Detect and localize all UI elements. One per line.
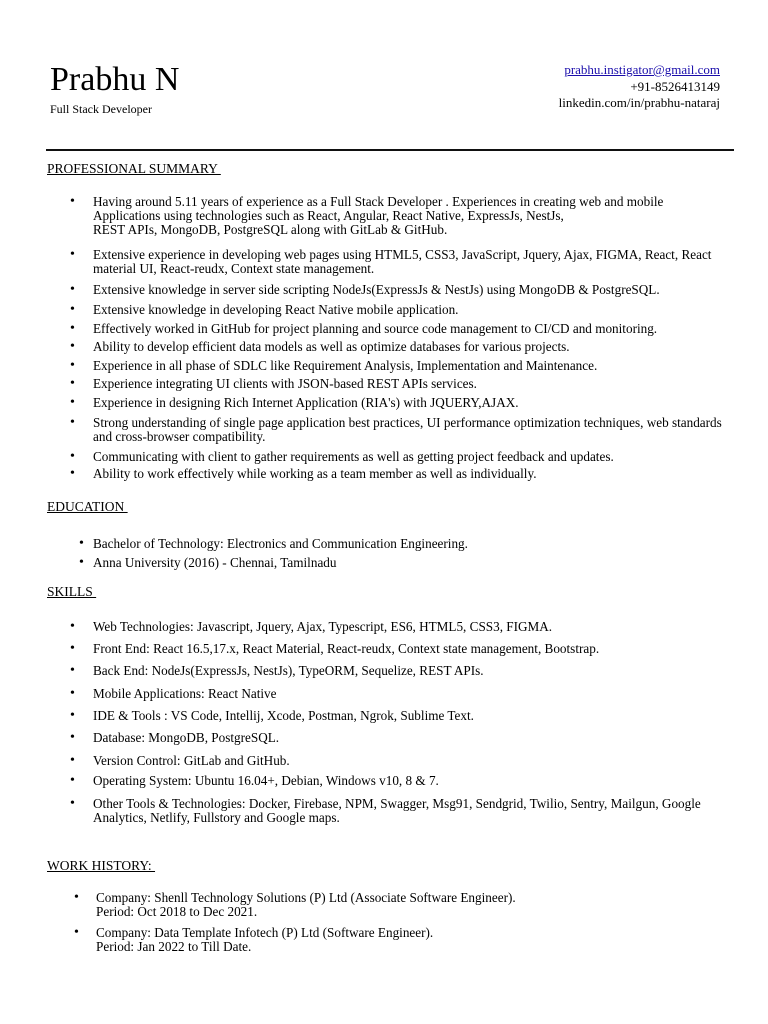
summary-item: • Effectively worked in GitHub for project planning and source code management to CI/CD and monitoring. — [93, 322, 733, 336]
summary-item: • Extensive knowledge in developing React Native mobile application. — [93, 303, 733, 317]
summary-item: • Having around 5.11 years of experience as a Full Stack Developer . Experiences in creating web and mobile Applications using technologies such as React, Angular, React Native, ExpressJs, NestJs, REST APIs, MongoDB, PostgreSQL along with GitLab & GitHub. — [93, 195, 733, 237]
contact-block — [559, 62, 720, 112]
skill-item: • Database: MongoDB, PostgreSQL. — [93, 731, 733, 745]
education-item: • Bachelor of Technology: Electronics and Communication Engineering. — [93, 537, 733, 551]
skill-item: • Mobile Applications: React Native — [93, 687, 733, 701]
summary-item: • Communicating with client to gather requirements as well as getting project feedback and updates. — [93, 450, 733, 464]
skill-item: • Front End: React 16.5,17.x, React Material, React-reudx, Context state management, Bootstrap. — [93, 642, 733, 656]
summary-item: • Extensive experience in developing web pages using HTML5, CSS3, JavaScript, Jquery, Ajax, FIGMA, React, React material UI, React-reudx, Context state management. — [93, 248, 733, 276]
skill-item: • Version Control: GitLab and GitHub. — [93, 754, 733, 768]
skill-item: • Operating System: Ubuntu 16.04+, Debian, Windows v10, 8 & 7. — [93, 774, 733, 788]
education-heading: EDUCATION — [47, 499, 128, 514]
summary-item: • Experience integrating UI clients with JSON-based REST APIs services. — [93, 377, 733, 391]
summary-item: • Ability to work effectively while working as a team member as well as individually. — [93, 467, 733, 481]
summary-item: • Experience in designing Rich Internet Application (RIA's) with JQUERY,AJAX. — [93, 396, 733, 410]
summary-item: • Extensive knowledge in server side scripting NodeJs(ExpressJs & NestJs) using MongoDB & PostgreSQL. — [93, 283, 733, 297]
skill-item: • Web Technologies: Javascript, Jquery, Ajax, Typescript, ES6, HTML5, CSS3, FIGMA. — [93, 620, 733, 634]
skills-heading: SKILLS — [47, 584, 97, 599]
education-item: • Anna University (2016) - Chennai, Tamilnadu — [93, 556, 733, 570]
summary-item: • Ability to develop efficient data models as well as optimize databases for various projects. — [93, 340, 733, 354]
skill-item: • Back End: NodeJs(ExpressJs, NestJs), TypeORM, Sequelize, REST APIs. — [93, 664, 733, 678]
phone-number: +91-8526413149 — [630, 78, 720, 94]
skill-item: • IDE & Tools : VS Code, Intellij, Xcode, Postman, Ngrok, Sublime Text. — [93, 709, 733, 723]
linkedin-url: linkedin.com/in/prabhu-nataraj — [558, 95, 720, 110]
summary-item: • Strong understanding of single page application best practices, UI performance optimization techniques, web standards and cross-browser compatibility. — [93, 416, 733, 444]
candidate-role: Full Stack Developer — [50, 102, 152, 116]
work-item: • Company: Shenll Technology Solutions (P) Ltd (Associate Software Engineer). Period: Oct 2018 to Dec 2021. — [96, 891, 736, 919]
email-link[interactable]: prabhu.instigator@gmail.com — [564, 62, 720, 77]
work-history-heading: WORK HISTORY: — [47, 858, 156, 873]
skill-item: • Other Tools & Technologies: Docker, Firebase, NPM, Swagger, Msg91, Sendgrid, Twilio, Sentry, Mailgun, Google Analytics, Netlify, Fullstory and Google maps. — [93, 797, 733, 825]
work-item: • Company: Data Template Infotech (P) Ltd (Software Engineer). Period: Jan 2022 to Till Date. — [96, 926, 736, 954]
summary-heading: PROFESSIONAL SUMMARY — [47, 161, 221, 176]
summary-item: • Experience in all phase of SDLC like Requirement Analysis, Implementation and Maintenance. — [93, 359, 733, 373]
header-divider — [46, 149, 734, 151]
candidate-name: Prabhu N — [50, 61, 180, 98]
